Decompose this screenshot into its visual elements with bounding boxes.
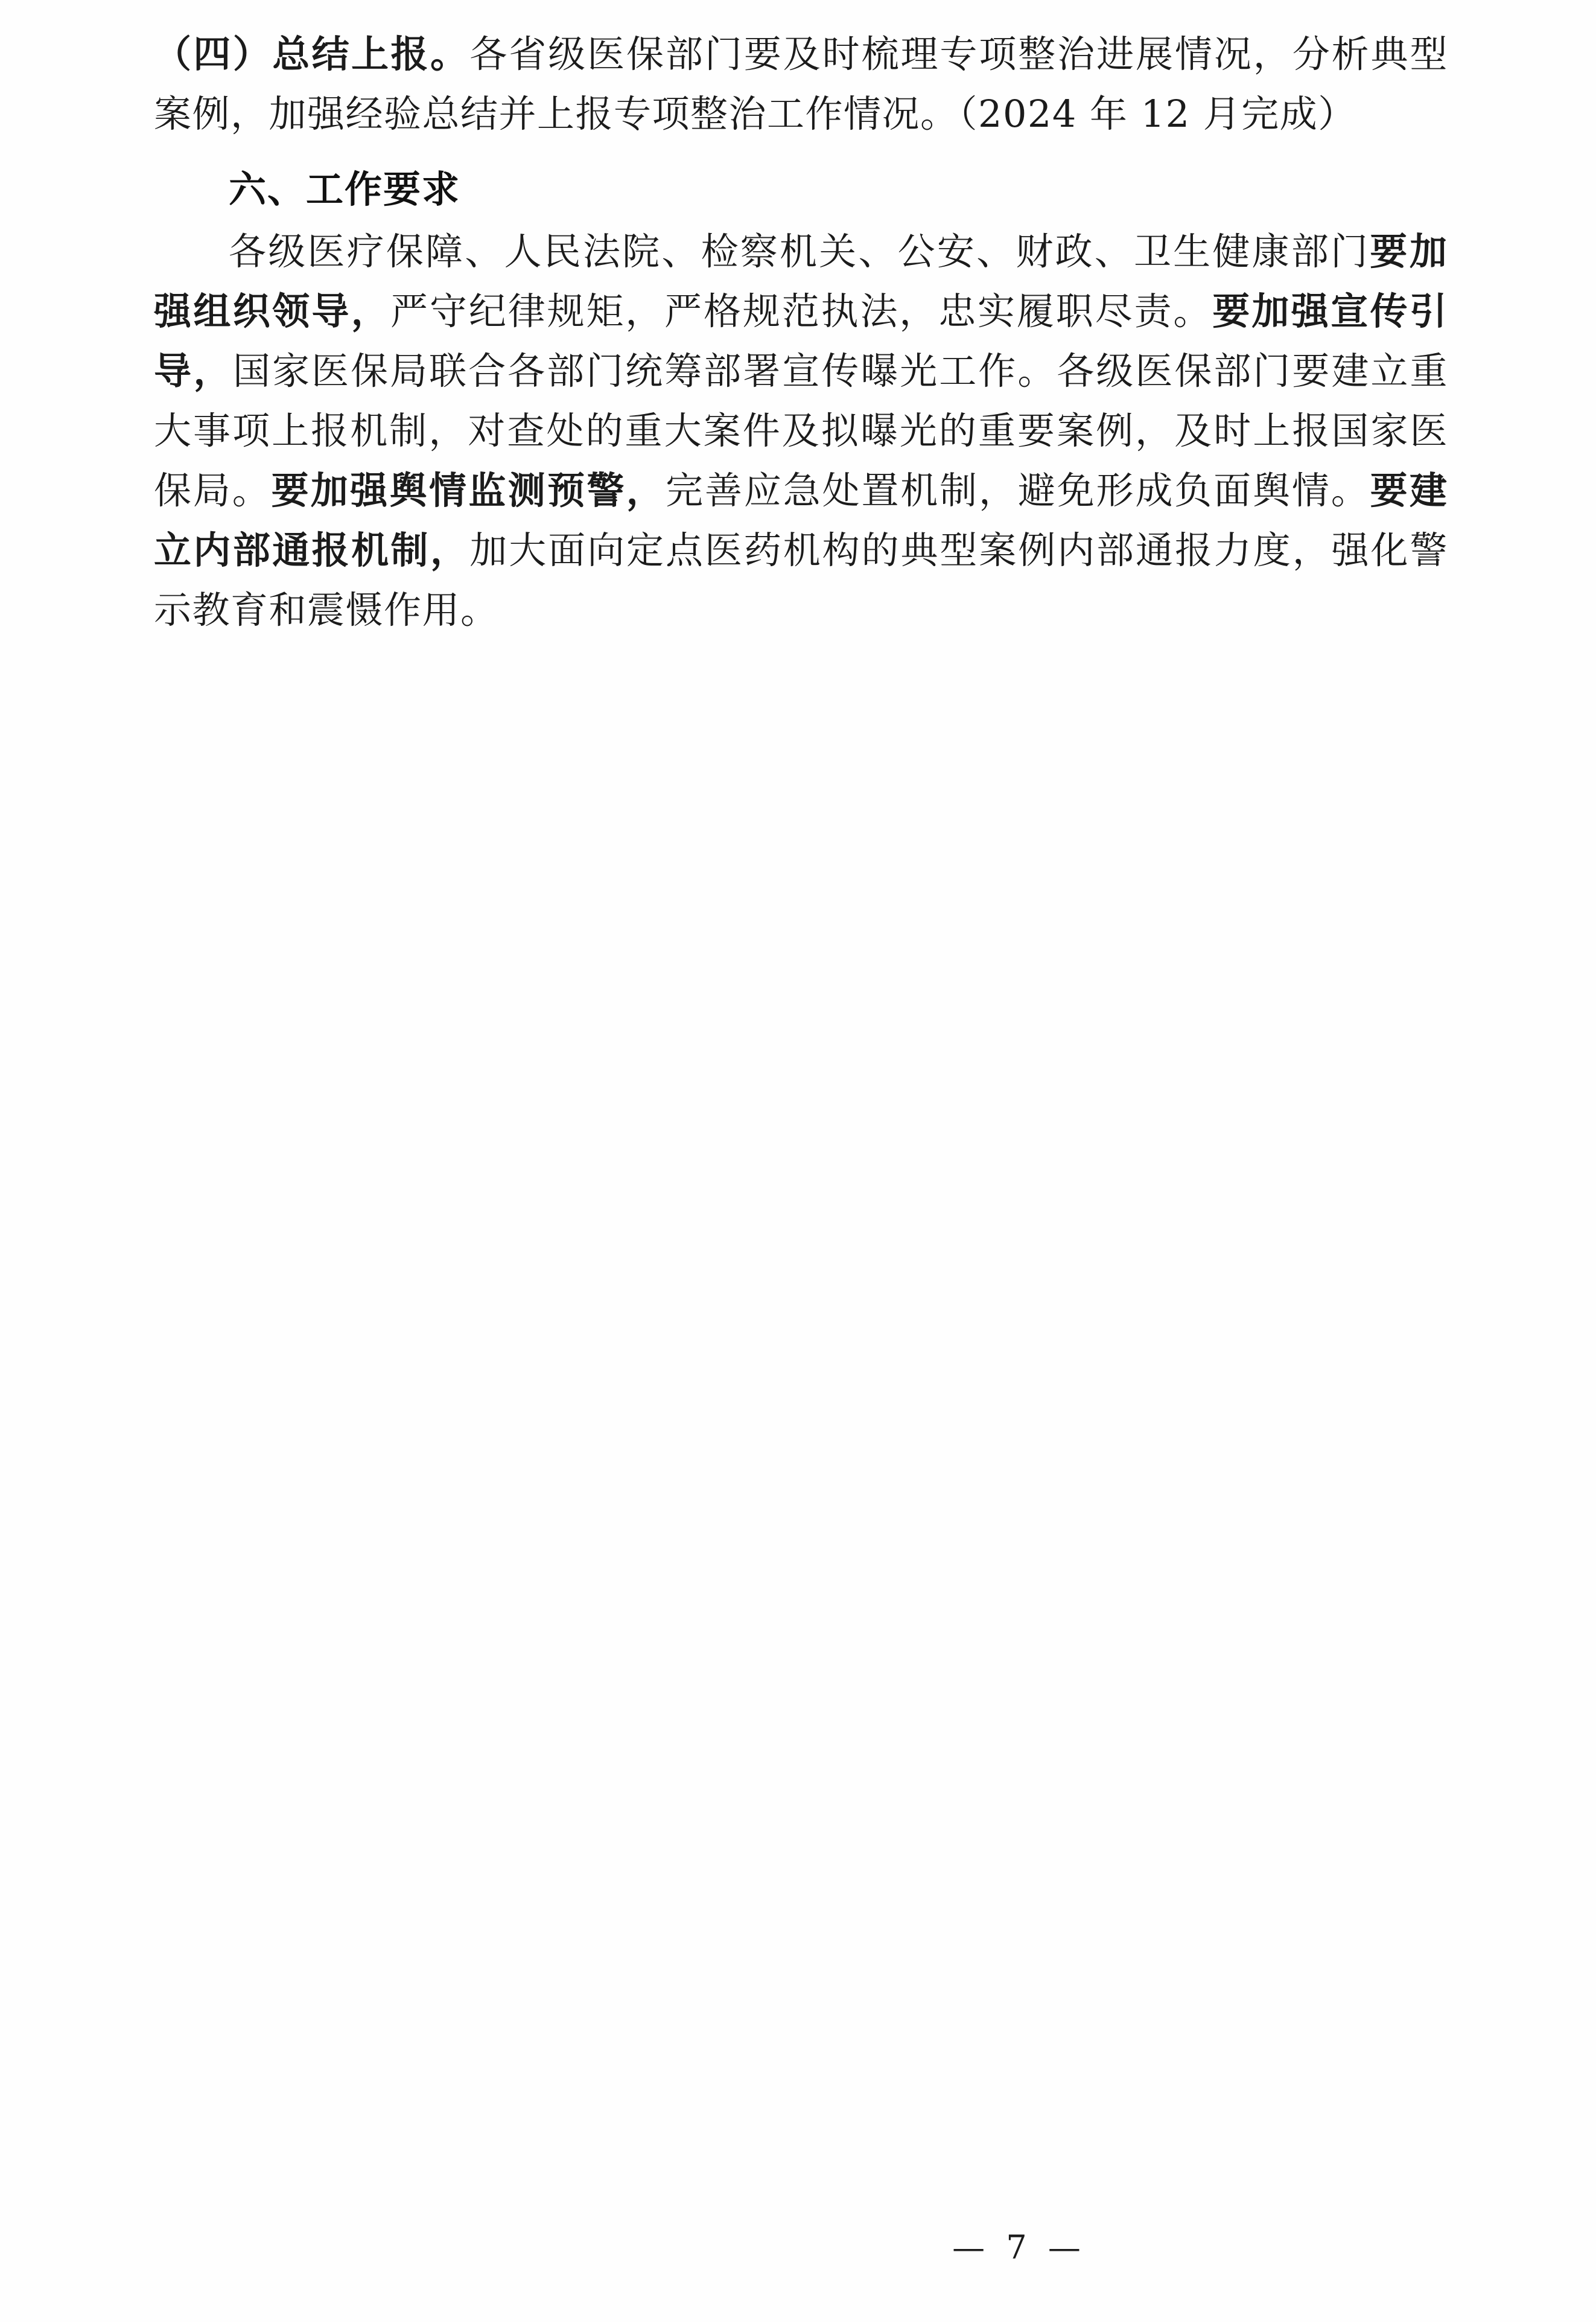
page-number: 7 (1006, 2228, 1031, 2266)
paragraph-run-bold: 要加强组织领导， (154, 229, 1448, 333)
footer-page-marker (952, 2228, 1084, 2266)
paragraph-run: 总结上报。 (272, 32, 470, 76)
section-heading-work-requirements: 六、工作要求 (229, 167, 461, 211)
paragraph-run: （四） (154, 32, 273, 76)
paragraph-run-bold: 要加强宣传引导， (154, 289, 1448, 393)
page-footer (0, 2228, 1596, 2266)
paragraph-run: 国家医保局联合各部门统筹部署宣传曝光工作。各级医保部门要建立重大事项上报机制，对查处的重大案件及拟曝光的重要案例，及时上报国家医保局。 (154, 349, 1448, 512)
paragraph-run: 各省级医保部门要及时梳理专项整治进展情况，分析典型案例，加强经验总结并上报专项整治工作情况。（2024 年 12 月完成） (154, 32, 1448, 136)
paragraph-run: 加大面向定点医药机构的典型案例内部通报力度，强化警示教育和震慑作用。 (154, 528, 1448, 632)
paragraph-work-requirements (154, 222, 1448, 640)
page-content (154, 24, 1448, 640)
footer-right-dash: — (1048, 2228, 1084, 2266)
paragraph-run-bold: 要加强舆情监测预警， (271, 468, 666, 512)
footer-left-dash: — (952, 2228, 989, 2266)
paragraph-run: 各级医疗保障、人民法院、检察机关、公安、财政、卫生健康部门 (229, 229, 1370, 273)
paragraph-run: 严守纪律规矩，严格规范执法，忠实履职尽责。 (390, 289, 1213, 333)
paragraph-run-bold: 要建立内部通报机制， (154, 468, 1448, 572)
paragraph-run: 完善应急处置机制，避免形成负面舆情。 (666, 468, 1370, 512)
paragraph-summary-report (154, 24, 1448, 144)
